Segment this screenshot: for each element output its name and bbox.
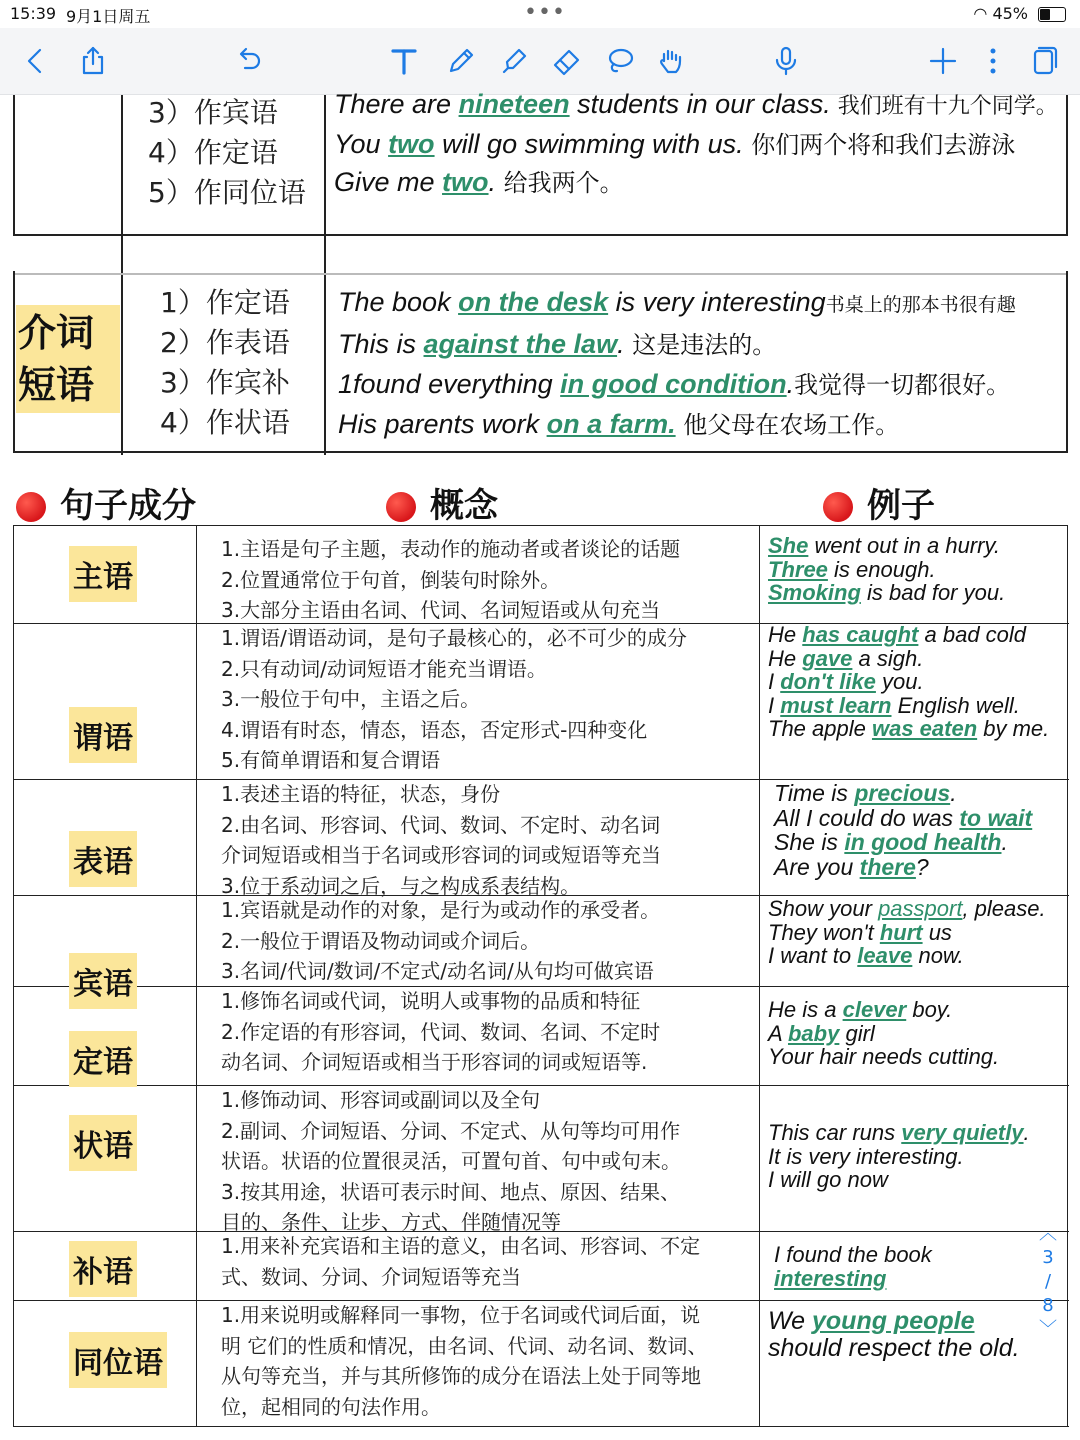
part-label: 谓语 [69,707,137,763]
hand-icon[interactable] [652,42,690,80]
example-line [768,1045,1069,1069]
lasso-icon[interactable] [601,42,639,80]
prep-phrase-label: 介词 短语 [16,305,120,413]
example-line [768,534,1069,558]
concept-line: 3.大部分主语由名词、代词、名词短语或从句充当 [221,598,661,622]
highlighter-icon[interactable] [495,42,533,80]
highlighted-word: She [768,533,809,558]
highlighted-word: leave [857,943,913,968]
example-line [768,647,1069,671]
example-sentence: Give me two. 给我两个。 [334,167,624,197]
usage-item: 2）作表语 [160,326,290,359]
example-cell [760,895,1069,986]
multitask-dots-icon[interactable]: ••• [524,0,566,25]
concept-line: 3.一般位于句中，主语之后。 [221,687,481,711]
back-icon[interactable] [16,42,54,80]
page-separator: / [1044,1271,1052,1292]
highlighted-word: baby [787,1020,840,1046]
example-text: girl [839,1020,875,1046]
highlighted-word: precious [854,780,951,806]
example-text: English well. [891,692,1020,718]
example-text: The apple [768,716,872,741]
example-text: He is a [768,997,843,1022]
example-text: is bad for you. [860,580,1006,605]
example-text: All I could do was [774,804,960,831]
example-text: He [768,622,803,647]
example-text: now. [912,943,964,968]
page-indicator[interactable] [1036,1222,1060,1342]
part-cell [14,986,195,1085]
status-time: 15:39 [10,4,57,23]
highlighted-word: passport [878,896,963,921]
example-text: They won't [768,919,880,945]
microphone-icon[interactable] [767,42,805,80]
example-text: Are you [774,853,860,880]
example-line [774,1267,1069,1291]
example-text: Time is [774,780,855,806]
example-text: a sigh. [852,645,924,671]
example-line [768,1308,1069,1335]
highlighted-word: there [859,853,916,880]
example-text: , please. [962,896,1046,921]
concept-cell [196,779,760,898]
chevron-up-icon[interactable]: ︿ [1039,1223,1057,1244]
concept-line: 位，起相同的句法作用。 [221,1394,441,1419]
eraser-icon[interactable] [548,42,586,80]
highlighted-word: in good health [844,829,1002,855]
concept-line: 式、数词、分词、介词短语等充当 [221,1264,521,1289]
part-cell [14,623,195,779]
usage-item: 1）作定语 [160,286,290,319]
part-cell [14,779,195,895]
example-line [768,1335,1069,1362]
example-text: I will go now [768,1167,888,1192]
concept-cell [196,623,760,779]
pen-icon[interactable] [442,42,480,80]
total-pages: 8 [1042,1295,1054,1316]
example-line [774,781,1069,806]
part-label: 表语 [69,831,137,887]
usage-item: 5）作同位语 [148,176,306,209]
concept-cell [196,1231,760,1300]
table-row [14,1085,1069,1232]
table-row [14,1300,1069,1427]
example-text: A [768,1020,788,1046]
example-line [768,581,1069,605]
example-text: . [1001,829,1008,855]
table-row [14,623,1069,780]
concept-line: 2.副词、介词短语、分词、不定式、从句等均可用作 [221,1118,681,1143]
more-icon[interactable] [974,42,1012,80]
concept-line: 3.按其用途，状语可表示时间、地点、原因、结果、 [221,1179,681,1204]
part-label: 宾语 [69,953,137,1009]
usage-item: 4）作定语 [148,136,278,169]
example-text: went out in a hurry. [808,533,1000,558]
example-text: We [768,1307,812,1335]
table-row [14,526,1069,624]
concept-line: 2.一般位于谓语及物动词或介词后。 [221,928,541,953]
concept-cell [196,986,760,1085]
concept-line: 1.用来说明或解释同一事物，位于名词或代词后面，说 [221,1303,701,1327]
example-line [774,830,1069,855]
example-line [768,717,1069,741]
example-text: boy. [906,997,953,1022]
usage-item: 3）作宾语 [148,96,278,129]
example-line [768,1145,1069,1169]
example-text: ? [915,853,929,880]
example-cell [760,1300,1069,1426]
example-line [774,806,1069,831]
status-date: 9月1日周五 [66,7,151,26]
example-line [768,694,1069,718]
example-text: He [768,645,803,671]
wifi-battery-status [973,4,1028,23]
concept-cell [196,1085,760,1234]
red-dot-icon [386,492,416,522]
highlighted-word: Smoking [768,580,861,605]
concept-line: 介词短语或相当于名词或形容词的词或短语等充当 [221,843,661,867]
example-line [768,670,1069,694]
example-text: a bad cold [918,622,1027,647]
red-dot-icon [823,492,853,522]
concept-line: 1.主语是句子主题，表动作的施动者或者谈论的话题 [221,537,681,561]
sentence-parts-table [13,525,1068,1427]
concept-line: 动名词、介词短语或相当于形容词的词或短语等. [221,1050,648,1074]
battery-percent: 45% [992,4,1028,23]
highlighted-word: must learn [780,692,892,718]
example-text: is enough. [827,556,936,582]
part-cell [14,1085,195,1231]
example-line [768,921,1069,945]
highlighted-word: very quietly [901,1120,1024,1145]
example-cell [760,1231,1069,1300]
example-text: by me. [977,716,1050,741]
example-text: us [922,919,952,945]
part-label: 定语 [69,1031,137,1087]
example-text: This car runs [768,1120,902,1145]
concept-line: 1.宾语就是动作的对象，是行为或动作的承受者。 [221,898,661,922]
part-cell [14,1231,195,1300]
example-line [768,558,1069,582]
example-line [768,623,1069,647]
notebook-page[interactable] [0,89,1080,1440]
status-bar [0,0,1080,28]
concept-line: 2.由名词、形容词、代词、数词、不定时、动名词 [221,812,661,837]
wifi-icon: ◠ [973,4,988,23]
example-text: She is [774,829,845,855]
example-line [768,897,1069,921]
example-line [768,1168,1069,1192]
example-text: I want to [768,943,858,968]
concept-line: 明 它们的性质和情况，由名词、代词、动名词、数词、 [221,1333,708,1358]
concept-line: 3.位于系动词之后，与之构成系表结构。 [221,873,581,898]
example-cell [760,779,1069,895]
example-text: I [768,692,781,718]
concept-line: 4.谓语有时态，情态，语态，否定形式-四种变化 [221,717,648,742]
concept-cell [196,895,760,986]
share-icon[interactable] [74,42,112,80]
part-cell [14,1300,195,1426]
example-line [774,855,1069,880]
example-text: should respect the old. [768,1333,1020,1362]
highlighted-word: don't like [780,669,876,694]
highlighted-word: interesting [774,1265,887,1291]
text-tool-icon[interactable] [385,42,423,80]
concept-line: 2.位置通常位于句首，倒装句时除外。 [221,567,561,592]
table-row [14,779,1069,896]
usage-item: 3）作宾补 [160,366,290,399]
example-cell [760,1085,1069,1231]
concept-line: 1.谓语/谓语动词，是句子最核心的，必不可少的成分 [221,626,687,650]
part-label: 状语 [69,1115,137,1171]
add-icon[interactable] [924,42,962,80]
example-text: I found the book [774,1242,932,1267]
header-concept: 概念 [386,478,498,527]
highlighted-word: clever [842,997,907,1022]
part-label: 补语 [69,1241,137,1297]
toolbar [0,28,1080,95]
highlighted-word: Three [768,556,828,582]
example-sentence: This is against the law. 这是违法的。 [338,329,777,359]
battery-icon [1038,7,1066,22]
highlighted-word: to wait [959,804,1033,831]
concept-line: 状语。状语的位置很灵活，可置句首、句中或句末。 [221,1149,681,1173]
example-text: Show your [768,896,879,921]
example-line [768,1022,1069,1046]
table-row [14,986,1069,1086]
usage-item: 4）作状语 [160,406,290,439]
example-sentence: His parents work on a farm. 他父母在农场工作。 [338,409,900,439]
highlighted-word: gave [802,645,853,671]
concept-line: 目的、条件、让步、方式、伴随情况等 [221,1210,561,1234]
undo-icon[interactable] [230,42,268,80]
concept-cell [196,526,760,623]
part-cell [14,526,195,623]
red-dot-icon [16,492,46,522]
pages-icon[interactable] [1024,42,1062,80]
example-line [774,1243,1069,1267]
example-text: you. [875,669,924,694]
header-sentence-part: 句子成分 [16,478,196,527]
concept-line: 5.有简单谓语和复合谓语 [221,748,441,772]
concept-line: 1.修饰名词或代词，说明人或事物的品质和特征 [221,989,641,1013]
chevron-down-icon[interactable]: ﹀ [1039,1319,1057,1340]
example-line [768,944,1069,968]
example-text: . [1023,1120,1030,1145]
highlighted-word: hurt [879,919,923,945]
concept-cell [196,1300,760,1426]
concept-line: 2.作定语的有形容词，代词、数词、名词、不定时 [221,1019,661,1044]
highlighted-word: has caught [802,622,919,647]
example-sentence: 1found everything in good condition.我觉得一切都很好。 [338,369,1011,399]
example-line [768,1121,1069,1145]
example-sentence: The book on the desk is very interesting书桌上的那本书很有趣 [338,287,1016,317]
example-text: Your hair needs cutting. [768,1044,1000,1069]
example-text: It is very interesting. [768,1143,964,1169]
part-cell [14,895,195,1002]
example-line [768,998,1069,1022]
concept-line: 3.名词/代词/数词/不定式/动名词/从句均可做宾语 [221,959,654,983]
concept-line: 2.只有动词/动词短语才能充当谓语。 [221,656,547,681]
concept-line: 1.表述主语的特征，状态，身份 [221,782,501,806]
highlighted-word: young people [812,1307,975,1335]
example-cell [760,526,1069,623]
example-cell [760,986,1069,1085]
current-page: 3 [1042,1247,1054,1268]
example-sentence: You two will go swimming with us. 你们两个将和我们去游泳 [334,129,1016,159]
example-text: I [768,669,781,694]
highlighted-word: was eaten [871,716,978,741]
example-sentence: There are nineteen students in our class. 我们班有十九个同学。 [334,89,1058,119]
concept-line: 1.修饰动词、形容词或副词以及全句 [221,1088,541,1112]
concept-line: 1.用来补充宾语和主语的意义，由名词、形容词、不定 [221,1234,701,1258]
table-row [14,1231,1069,1301]
example-cell [760,623,1069,779]
header-example: 例子 [823,478,935,527]
part-label: 主语 [69,546,137,602]
concept-line: 从句等充当，并与其所修饰的成分在语法上处于同等地 [221,1364,701,1388]
part-label: 同位语 [69,1332,167,1388]
example-text: . [950,780,957,806]
